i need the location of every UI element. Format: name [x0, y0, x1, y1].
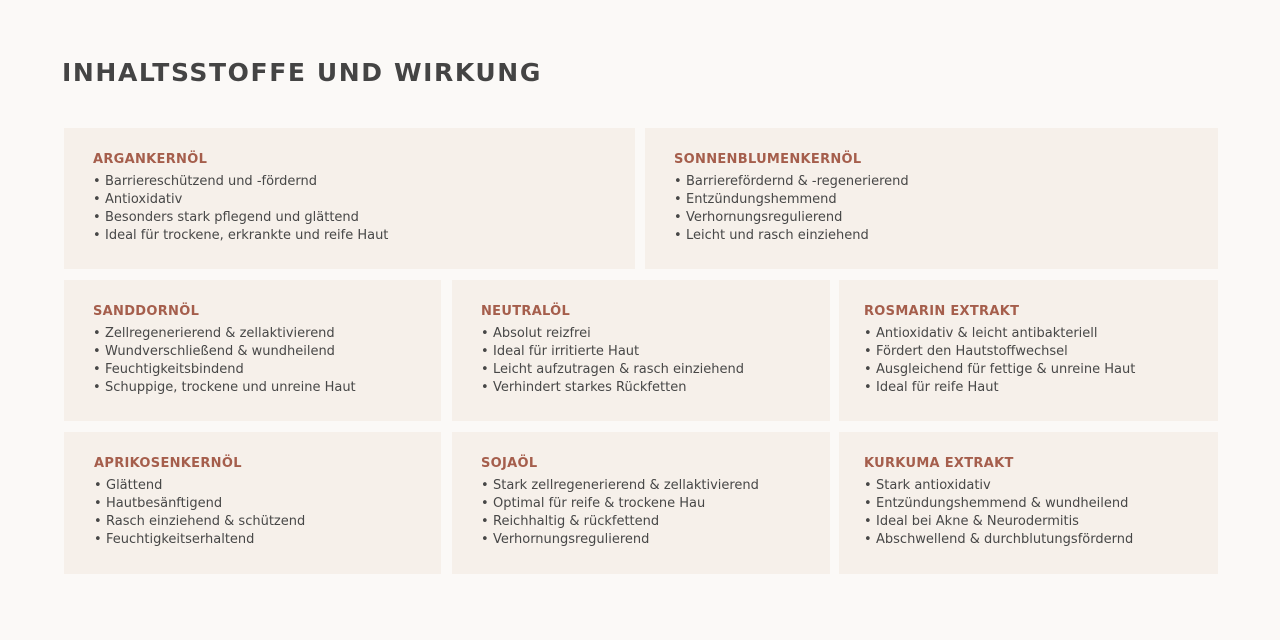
- benefit-list: [481, 477, 830, 549]
- benefit-item: • Hautbesänftigend: [94, 495, 441, 513]
- benefit-item: • Zellregenerierend & zellaktivierend: [93, 325, 441, 343]
- benefit-item: • Entzündungshemmend & wundheilend: [864, 495, 1218, 513]
- benefit-item: • Stark antioxidativ: [864, 477, 1218, 495]
- ingredient-card-soja: [452, 432, 830, 574]
- card-title: SOJAÖL: [481, 456, 538, 471]
- card-title: ARGANKERNÖL: [93, 152, 208, 167]
- benefit-list: [674, 173, 1218, 245]
- page-title: INHALTSSTOFFE UND WIRKUNG: [62, 58, 542, 87]
- card-title: SANDDORNÖL: [93, 304, 200, 319]
- benefit-item: • Verhornungsregulierend: [481, 531, 830, 549]
- benefit-item: • Ideal für irritierte Haut: [481, 343, 830, 361]
- benefit-list: [481, 325, 830, 397]
- benefit-item: • Leicht aufzutragen & rasch einziehend: [481, 361, 830, 379]
- benefit-list: [864, 477, 1218, 549]
- ingredient-card-aprikose: [64, 432, 441, 574]
- card-title: KURKUMA EXTRAKT: [864, 456, 1014, 471]
- benefit-item: • Ideal für trockene, erkrankte und reife Haut: [93, 227, 635, 245]
- benefit-item: • Feuchtigkeitserhaltend: [94, 531, 441, 549]
- benefit-item: • Besonders stark pflegend und glättend: [93, 209, 635, 227]
- ingredient-card-neutral: [452, 280, 830, 421]
- benefit-item: • Ausgleichend für fettige & unreine Haut: [864, 361, 1218, 379]
- ingredient-card-argan: [64, 128, 635, 269]
- benefit-item: • Barriereschützend und -fördernd: [93, 173, 635, 191]
- benefit-item: • Stark zellregenerierend & zellaktivierend: [481, 477, 830, 495]
- benefit-item: • Ideal für reife Haut: [864, 379, 1218, 397]
- benefit-list: [93, 173, 635, 245]
- benefit-item: • Absolut reizfrei: [481, 325, 830, 343]
- benefit-item: • Optimal für reife & trockene Hau: [481, 495, 830, 513]
- benefit-item: • Ideal bei Akne & Neurodermitis: [864, 513, 1218, 531]
- ingredient-card-sanddorn: [64, 280, 441, 421]
- benefit-item: • Rasch einziehend & schützend: [94, 513, 441, 531]
- benefit-item: • Abschwellend & durchblutungsfördernd: [864, 531, 1218, 549]
- ingredient-card-kurkuma: [839, 432, 1218, 574]
- benefit-item: • Barrierefördernd & -regenerierend: [674, 173, 1218, 191]
- card-title: ROSMARIN EXTRAKT: [864, 304, 1020, 319]
- benefit-list: [94, 477, 441, 549]
- ingredient-card-rosmarin: [839, 280, 1218, 421]
- benefit-item: • Reichhaltig & rückfettend: [481, 513, 830, 531]
- card-title: NEUTRALÖL: [481, 304, 571, 319]
- card-title: SONNENBLUMENKERNÖL: [674, 152, 862, 167]
- benefit-item: • Verhornungsregulierend: [674, 209, 1218, 227]
- ingredient-card-sonnenblume: [645, 128, 1218, 269]
- benefit-list: [93, 325, 441, 397]
- benefit-list: [864, 325, 1218, 397]
- benefit-item: • Glättend: [94, 477, 441, 495]
- benefit-item: • Antioxidativ & leicht antibakteriell: [864, 325, 1218, 343]
- benefit-item: • Entzündungshemmend: [674, 191, 1218, 209]
- benefit-item: • Leicht und rasch einziehend: [674, 227, 1218, 245]
- benefit-item: • Feuchtigkeitsbindend: [93, 361, 441, 379]
- benefit-item: • Wundverschließend & wundheilend: [93, 343, 441, 361]
- card-title: APRIKOSENKERNÖL: [94, 456, 242, 471]
- benefit-item: • Antioxidativ: [93, 191, 635, 209]
- benefit-item: • Fördert den Hautstoffwechsel: [864, 343, 1218, 361]
- benefit-item: • Schuppige, trockene und unreine Haut: [93, 379, 441, 397]
- benefit-item: • Verhindert starkes Rückfetten: [481, 379, 830, 397]
